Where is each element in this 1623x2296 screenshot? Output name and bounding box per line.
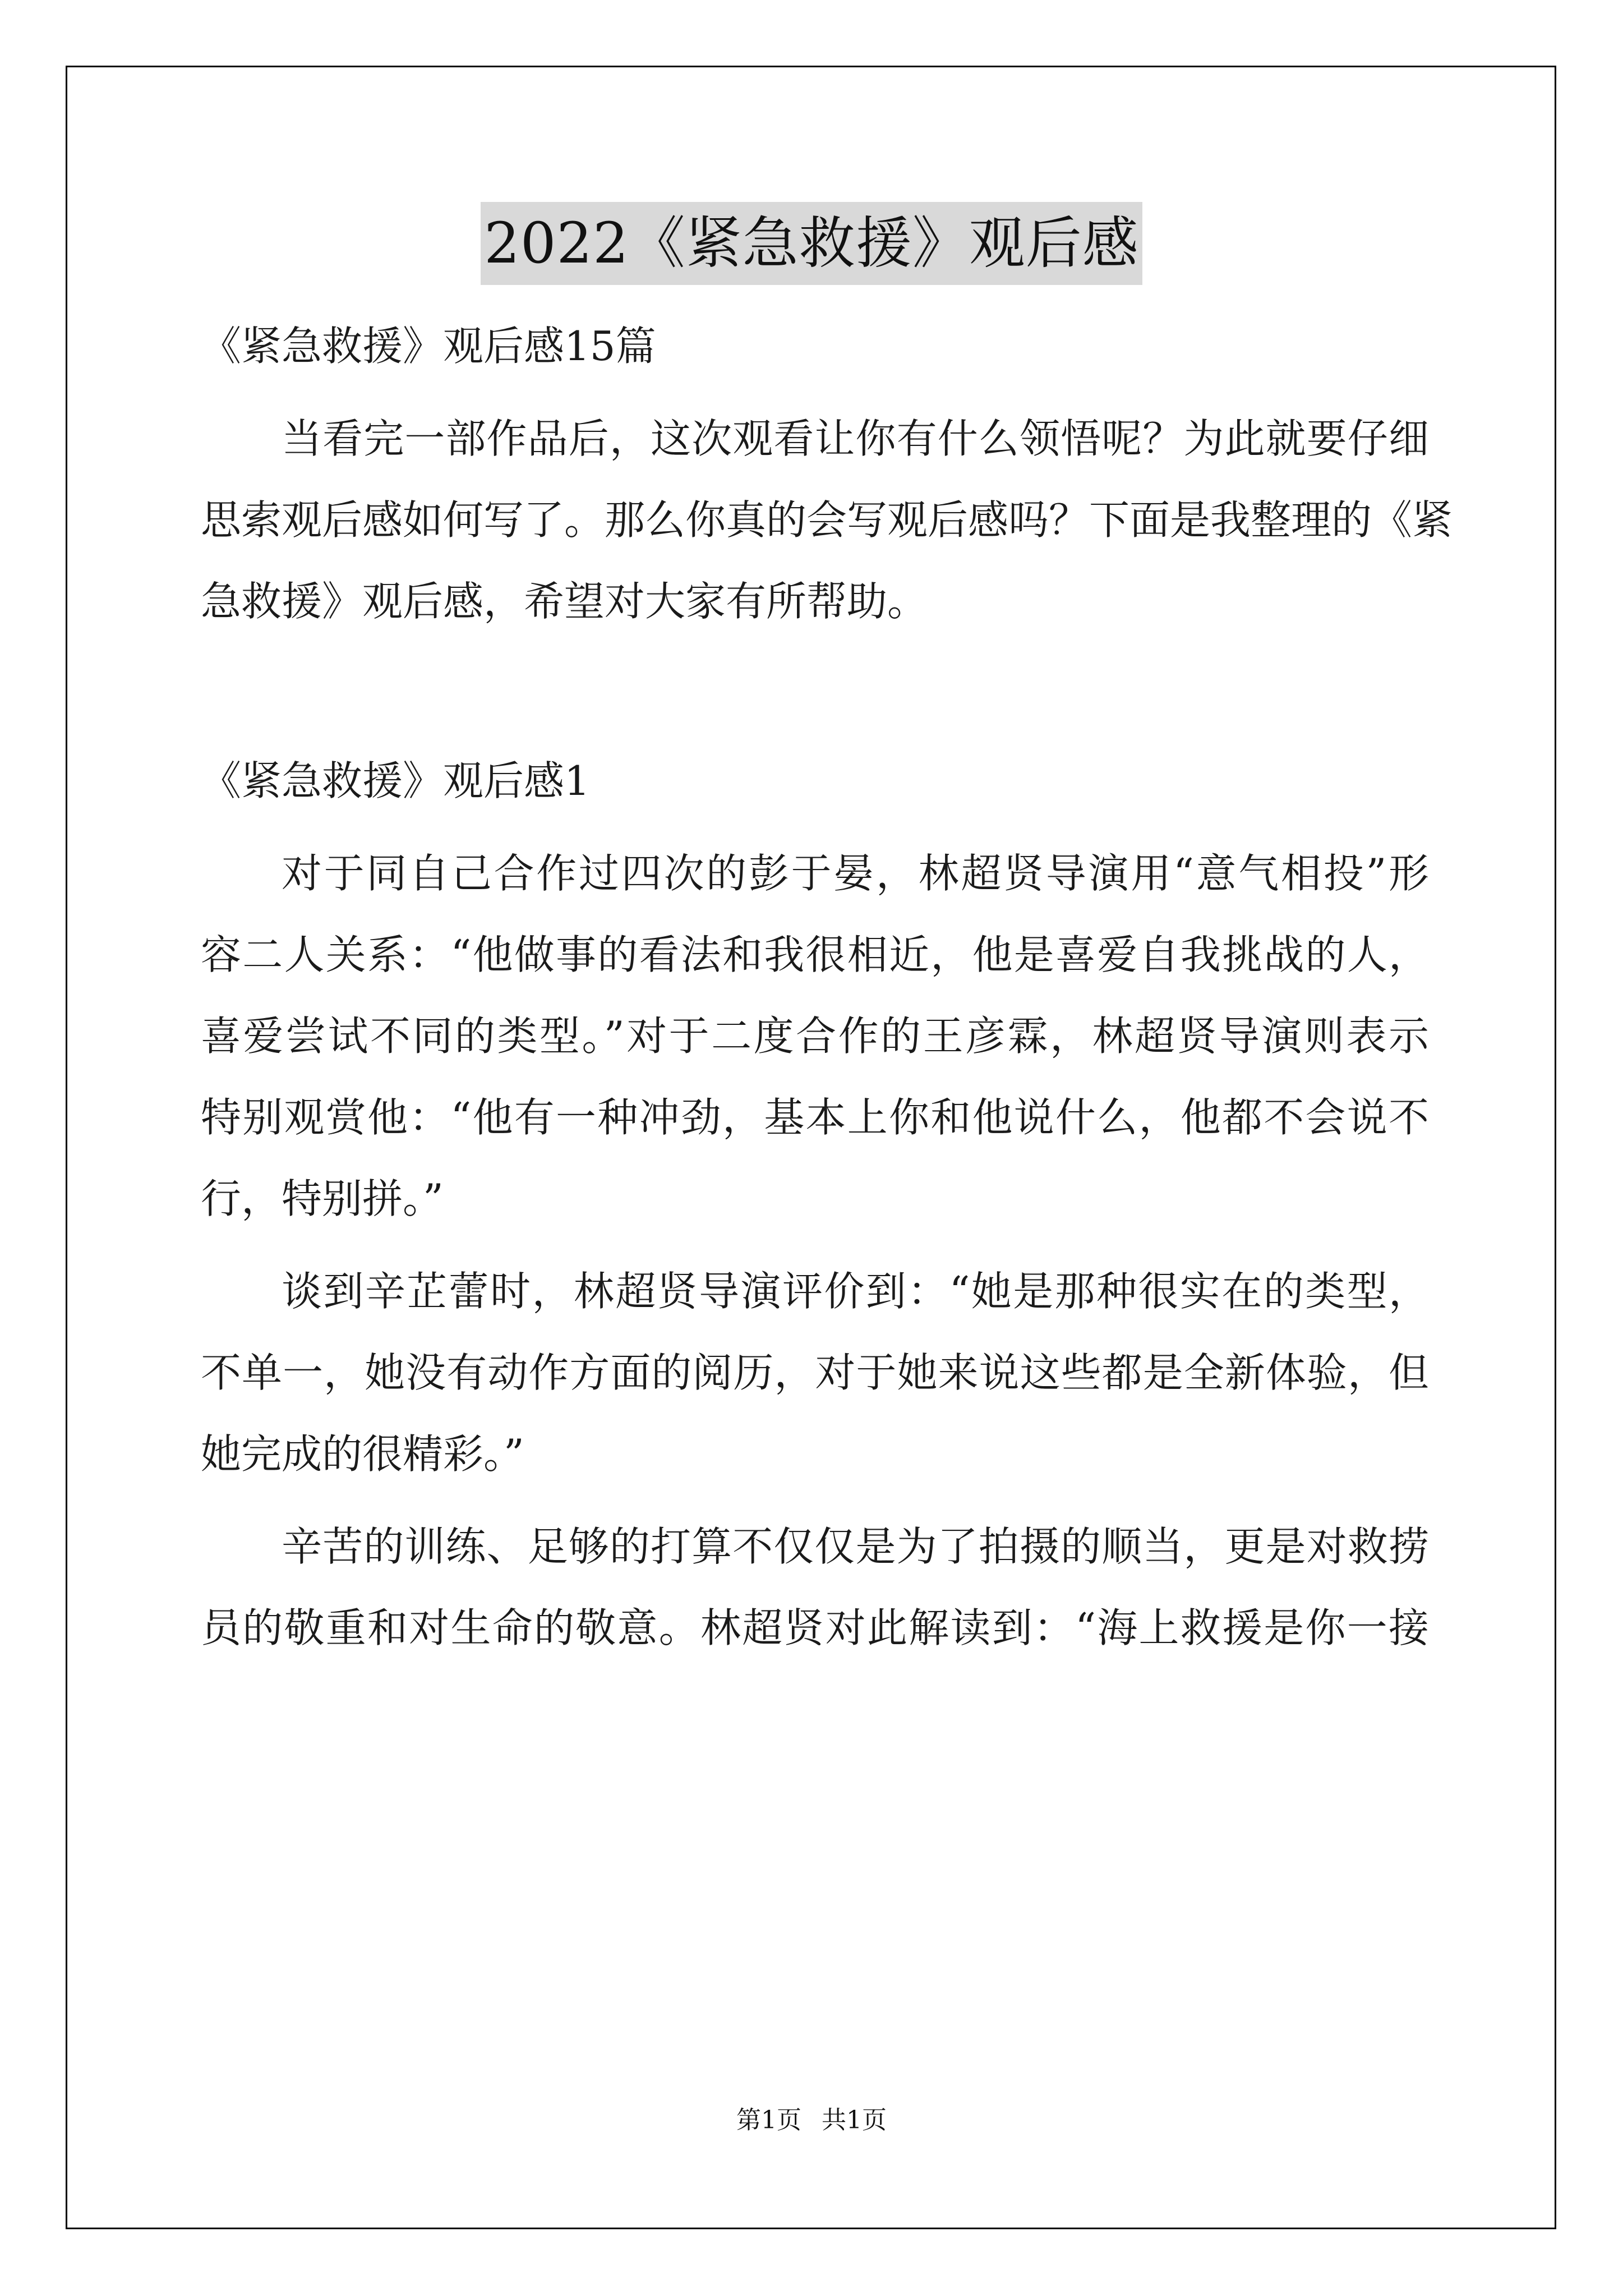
paragraph-line: 喜爱尝试不同的类型。”对于二度合作的王彦霖，林超贤导演则表示 — [201, 1013, 1429, 1060]
paragraph-line: 她完成的很精彩。” — [201, 1430, 524, 1478]
paragraph-line: 对于同自己合作过四次的彭于晏，林超贤导演用“意气相投”形 — [282, 850, 1429, 897]
paragraph-line: 员的敬重和对生命的敬意。林超贤对此解读到：“海上救援是你一接 — [201, 1604, 1429, 1651]
body-paragraph — [201, 833, 1429, 1240]
paragraph-line: 行，特别拼。” — [201, 1175, 444, 1222]
title-container — [0, 202, 1623, 285]
paragraph-line: 急救援》观后感，希望对大家有所帮助。 — [201, 578, 928, 625]
paragraph-line: 容二人关系：“他做事的看法和我很相近，他是喜爱自我挑战的人， — [201, 931, 1429, 978]
document-body — [201, 306, 1453, 1669]
section-heading: 《紧急救援》观后感1 — [201, 757, 590, 804]
document-title: 2022《紧急救援》观后感 — [481, 202, 1142, 285]
page-number-total: 共1页 — [822, 2106, 887, 2134]
paragraph-line: 谈到辛芷蕾时，林超贤导演评价到：“她是那种很实在的类型， — [282, 1268, 1429, 1315]
paragraph-line: 特别观赏他：“他有一种冲劲，基本上你和他说什么，他都不会说不 — [201, 1094, 1429, 1141]
intro-paragraph — [201, 398, 1453, 642]
body-paragraph — [201, 1506, 1429, 1669]
page-footer — [0, 2104, 1623, 2137]
page-number-current: 第1页 — [736, 2106, 801, 2134]
document-subtitle: 《紧急救援》观后感15篇 — [201, 323, 656, 370]
paragraph-line: 不单一，她没有动作方面的阅历，对于她来说这些都是全新体验，但 — [201, 1349, 1429, 1396]
paragraph-line: 辛苦的训练、足够的打算不仅仅是为了拍摄的顺当，更是对救捞 — [282, 1523, 1429, 1570]
paragraph-line: 思索观后感如何写了。那么你真的会写观后感吗？下面是我整理的《紧 — [201, 496, 1453, 544]
body-paragraph — [201, 1251, 1429, 1495]
paragraph-line: 当看完一部作品后，这次观看让你有什么领悟呢？为此就要仔细 — [282, 415, 1429, 462]
